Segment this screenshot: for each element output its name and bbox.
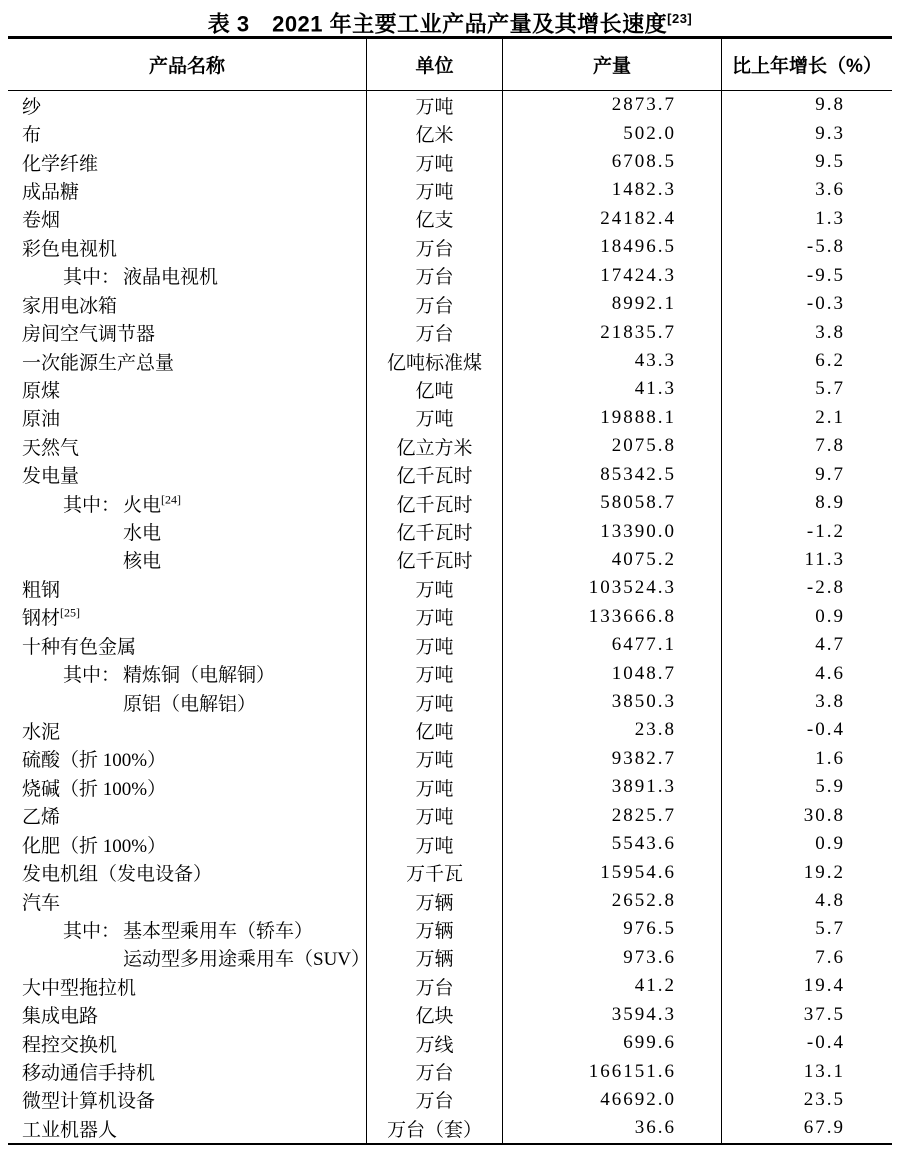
growth-cell: 0.9 bbox=[815, 833, 845, 855]
unit-cell: 亿千瓦时 bbox=[367, 460, 503, 488]
table-row bbox=[8, 517, 892, 545]
product-name-cell bbox=[8, 745, 367, 773]
output-cell: 5543.6 bbox=[503, 830, 722, 858]
unit-cell: 万台 bbox=[367, 1057, 503, 1085]
product-name: 发电机组（发电设备） bbox=[22, 864, 213, 886]
subcategory-prefix: 其中： bbox=[63, 494, 121, 516]
unit-cell: 万吨 bbox=[367, 773, 503, 801]
table-row bbox=[8, 915, 892, 943]
unit-cell: 万千瓦 bbox=[367, 858, 503, 886]
unit-cell: 万吨 bbox=[367, 603, 503, 631]
growth-cell: 1.3 bbox=[815, 207, 845, 229]
industrial-products-table bbox=[8, 36, 892, 1145]
output-cell: 43.3 bbox=[503, 347, 722, 375]
unit-cell: 万吨 bbox=[367, 574, 503, 602]
unit-cell: 万吨 bbox=[367, 148, 503, 176]
output-cell: 17424.3 bbox=[503, 262, 722, 290]
growth-cell: -0.4 bbox=[806, 1032, 845, 1054]
product-name-cell bbox=[8, 318, 367, 346]
product-name: 原煤 bbox=[22, 380, 61, 402]
table-row bbox=[8, 262, 892, 290]
product-name: 纱 bbox=[22, 96, 42, 118]
table-row bbox=[8, 944, 892, 972]
output-cell: 24182.4 bbox=[503, 205, 722, 233]
output-cell: 502.0 bbox=[503, 119, 722, 147]
product-name-cell bbox=[8, 773, 367, 801]
product-name-cell bbox=[8, 915, 367, 943]
product-name-cell bbox=[8, 631, 367, 659]
growth-cell: 8.9 bbox=[815, 492, 845, 514]
unit-cell: 亿立方米 bbox=[367, 432, 503, 460]
product-name-cell bbox=[8, 432, 367, 460]
unit-cell: 亿千瓦时 bbox=[367, 489, 503, 517]
growth-cell: 9.5 bbox=[815, 151, 845, 173]
growth-cell: 23.5 bbox=[803, 1088, 845, 1110]
subcategory-prefix: 其中： bbox=[63, 267, 121, 289]
header-unit: 单位 bbox=[367, 39, 503, 90]
product-name-cell bbox=[8, 375, 367, 403]
growth-cell: 37.5 bbox=[803, 1003, 845, 1025]
product-name: 钢材 bbox=[22, 608, 61, 630]
product-name: 化肥（折 100%） bbox=[22, 835, 167, 857]
product-name: 十种有色金属 bbox=[22, 636, 137, 658]
table-row bbox=[8, 574, 892, 602]
product-name: 大中型拖拉机 bbox=[22, 977, 137, 999]
product-name-cell bbox=[8, 1057, 367, 1085]
unit-cell: 万辆 bbox=[367, 944, 503, 972]
table-row bbox=[8, 972, 892, 1000]
output-cell: 973.6 bbox=[503, 944, 722, 972]
product-name: 家用电冰箱 bbox=[22, 295, 118, 317]
footnote-ref: [24] bbox=[161, 492, 182, 507]
header-product-name: 产品名称 bbox=[8, 39, 367, 90]
header-growth: 比上年增长（%） bbox=[732, 56, 882, 77]
growth-cell: 9.7 bbox=[815, 463, 845, 485]
growth-cell: 6.2 bbox=[815, 350, 845, 371]
table-row bbox=[8, 1001, 892, 1029]
unit-cell: 亿米 bbox=[367, 119, 503, 147]
table-row bbox=[8, 119, 892, 147]
output-cell: 46692.0 bbox=[503, 1086, 722, 1114]
growth-cell: 19.4 bbox=[803, 975, 845, 997]
growth-cell: 5.7 bbox=[815, 378, 845, 400]
unit-cell: 万吨 bbox=[367, 176, 503, 204]
product-name: 成品糖 bbox=[22, 181, 80, 203]
subcategory-prefix: 其中： bbox=[63, 665, 121, 687]
table-row bbox=[8, 375, 892, 403]
product-name-cell bbox=[8, 944, 371, 972]
output-cell: 2873.7 bbox=[503, 91, 722, 119]
table-row bbox=[8, 659, 892, 687]
unit-cell: 万吨 bbox=[367, 745, 503, 773]
product-name-cell bbox=[8, 1114, 367, 1142]
unit-cell: 万吨 bbox=[367, 830, 503, 858]
product-name: 核电 bbox=[123, 551, 162, 573]
output-cell: 133666.8 bbox=[503, 603, 722, 631]
unit-cell: 亿块 bbox=[367, 1001, 503, 1029]
table-row bbox=[8, 290, 892, 318]
unit-cell: 亿吨 bbox=[367, 716, 503, 744]
unit-cell: 万台 bbox=[367, 233, 503, 261]
output-cell: 6477.1 bbox=[503, 631, 722, 659]
table-row bbox=[8, 318, 892, 346]
growth-cell: 19.2 bbox=[803, 861, 845, 883]
unit-cell: 万台 bbox=[367, 262, 503, 290]
product-name: 烧碱（折 100%） bbox=[22, 778, 167, 800]
growth-cell: -1.2 bbox=[806, 520, 845, 542]
table-title bbox=[0, 5, 900, 38]
product-name: 火电 bbox=[123, 494, 162, 516]
unit-cell: 万台 bbox=[367, 318, 503, 346]
output-cell: 9382.7 bbox=[503, 745, 722, 773]
product-name: 水电 bbox=[123, 523, 162, 545]
growth-cell: 67.9 bbox=[803, 1117, 845, 1139]
growth-cell: 9.3 bbox=[815, 122, 845, 144]
unit-cell: 亿千瓦时 bbox=[367, 517, 503, 545]
table-row bbox=[8, 603, 892, 631]
unit-cell: 亿吨 bbox=[367, 375, 503, 403]
output-cell: 166151.6 bbox=[503, 1057, 722, 1085]
growth-cell: 3.6 bbox=[815, 179, 845, 201]
product-name: 精炼铜（电解铜） bbox=[123, 665, 276, 687]
table-row bbox=[8, 489, 892, 517]
growth-cell: 0.9 bbox=[815, 605, 845, 627]
product-name: 化学纤维 bbox=[22, 153, 99, 175]
growth-cell: 30.8 bbox=[803, 804, 845, 826]
product-name-cell bbox=[8, 517, 367, 545]
output-cell: 23.8 bbox=[503, 716, 722, 744]
table-row bbox=[8, 176, 892, 204]
unit-cell: 万吨 bbox=[367, 91, 503, 119]
output-cell: 3891.3 bbox=[503, 773, 722, 801]
product-name-cell bbox=[8, 148, 367, 176]
table-row bbox=[8, 1086, 892, 1114]
output-cell: 976.5 bbox=[503, 915, 722, 943]
table-row bbox=[8, 1029, 892, 1057]
product-name-cell bbox=[8, 290, 367, 318]
unit-cell: 万吨 bbox=[367, 404, 503, 432]
product-name-cell bbox=[8, 176, 367, 204]
product-name-cell bbox=[8, 347, 367, 375]
growth-cell: 4.6 bbox=[815, 662, 845, 684]
unit-cell: 亿支 bbox=[367, 205, 503, 233]
growth-cell: 7.8 bbox=[815, 435, 845, 457]
product-name: 基本型乘用车（轿车） bbox=[123, 920, 314, 942]
table-row bbox=[8, 91, 892, 119]
output-cell: 41.3 bbox=[503, 375, 722, 403]
table-row bbox=[8, 830, 892, 858]
footnote-ref: [25] bbox=[60, 605, 81, 620]
subcategory-prefix: 其中： bbox=[63, 920, 121, 942]
growth-cell: -0.3 bbox=[806, 293, 845, 315]
unit-cell: 万吨 bbox=[367, 659, 503, 687]
product-name-cell bbox=[8, 262, 367, 290]
unit-cell: 万吨 bbox=[367, 631, 503, 659]
product-name-cell bbox=[8, 574, 367, 602]
table-row bbox=[8, 205, 892, 233]
unit-cell: 万台 bbox=[367, 972, 503, 1000]
output-cell: 8992.1 bbox=[503, 290, 722, 318]
unit-cell: 万辆 bbox=[367, 915, 503, 943]
product-name-cell bbox=[8, 716, 367, 744]
growth-cell: 5.7 bbox=[815, 918, 845, 940]
growth-cell: -5.8 bbox=[806, 236, 845, 258]
table-row bbox=[8, 773, 892, 801]
growth-cell: 11.3 bbox=[804, 548, 845, 570]
unit-cell: 万辆 bbox=[367, 887, 503, 915]
product-name: 硫酸（折 100%） bbox=[22, 750, 167, 772]
product-name: 汽车 bbox=[22, 892, 61, 914]
output-cell: 2825.7 bbox=[503, 802, 722, 830]
unit-cell: 万台 bbox=[367, 290, 503, 318]
product-name: 彩色电视机 bbox=[22, 238, 118, 260]
output-cell: 3594.3 bbox=[503, 1001, 722, 1029]
output-cell: 41.2 bbox=[503, 972, 722, 1000]
product-name-cell bbox=[8, 858, 367, 886]
growth-cell: 5.9 bbox=[815, 776, 845, 798]
product-name: 原铝（电解铝） bbox=[123, 693, 257, 715]
product-name: 天然气 bbox=[22, 437, 80, 459]
product-name: 水泥 bbox=[22, 721, 61, 743]
unit-cell: 亿吨标准煤 bbox=[367, 347, 503, 375]
unit-cell: 万吨 bbox=[367, 802, 503, 830]
product-name: 原油 bbox=[22, 409, 61, 431]
table-row bbox=[8, 802, 892, 830]
unit-cell: 万线 bbox=[367, 1029, 503, 1057]
product-name-cell bbox=[8, 659, 367, 687]
product-name: 工业机器人 bbox=[22, 1119, 118, 1141]
output-cell: 19888.1 bbox=[503, 404, 722, 432]
product-name-cell bbox=[8, 91, 367, 119]
output-cell: 3850.3 bbox=[503, 688, 722, 716]
product-name-cell bbox=[8, 546, 367, 574]
product-name-cell bbox=[8, 972, 367, 1000]
table-row bbox=[8, 432, 892, 460]
unit-cell: 亿千瓦时 bbox=[367, 546, 503, 574]
table-row bbox=[8, 233, 892, 261]
product-name: 液晶电视机 bbox=[123, 267, 219, 289]
growth-cell: 2.1 bbox=[815, 406, 845, 428]
table-row bbox=[8, 631, 892, 659]
product-name-cell bbox=[8, 404, 367, 432]
product-name-cell bbox=[8, 688, 367, 716]
product-name-cell bbox=[8, 1086, 367, 1114]
growth-cell: 1.6 bbox=[815, 747, 845, 769]
output-cell: 58058.7 bbox=[503, 489, 722, 517]
table-row bbox=[8, 858, 892, 886]
product-name: 微型计算机设备 bbox=[22, 1091, 156, 1113]
table-row bbox=[8, 1114, 892, 1142]
growth-cell: 13.1 bbox=[803, 1060, 845, 1082]
product-name-cell bbox=[8, 1001, 367, 1029]
product-name: 布 bbox=[22, 125, 42, 147]
product-name: 程控交换机 bbox=[22, 1034, 118, 1056]
growth-cell: 9.8 bbox=[815, 94, 845, 116]
product-name-cell bbox=[8, 603, 367, 631]
table-title-footnote-ref: [23] bbox=[667, 11, 693, 26]
table-row bbox=[8, 887, 892, 915]
product-name: 一次能源生产总量 bbox=[22, 352, 175, 374]
unit-cell: 万台（套） bbox=[367, 1114, 503, 1142]
product-name-cell bbox=[8, 205, 367, 233]
growth-cell: 3.8 bbox=[815, 691, 845, 713]
growth-cell: -2.8 bbox=[806, 577, 845, 599]
table-row bbox=[8, 460, 892, 488]
growth-cell: 4.7 bbox=[815, 634, 845, 656]
table-title-text: 表 3 2021 年主要工业产品产量及其增长速度 bbox=[207, 11, 668, 37]
header-output: 产量 bbox=[503, 39, 722, 90]
table-row bbox=[8, 745, 892, 773]
product-name: 发电量 bbox=[22, 466, 80, 488]
product-name-cell bbox=[8, 119, 367, 147]
product-name: 运动型多用途乘用车（SUV） bbox=[123, 949, 371, 971]
output-cell: 6708.5 bbox=[503, 148, 722, 176]
table-row bbox=[8, 716, 892, 744]
unit-cell: 万台 bbox=[367, 1086, 503, 1114]
output-cell: 85342.5 bbox=[503, 460, 722, 488]
output-cell: 699.6 bbox=[503, 1029, 722, 1057]
growth-cell: -9.5 bbox=[806, 264, 845, 286]
table-body bbox=[8, 91, 892, 1143]
product-name-cell bbox=[8, 489, 367, 517]
product-name-cell bbox=[8, 830, 367, 858]
table-row bbox=[8, 688, 892, 716]
unit-cell: 万吨 bbox=[367, 688, 503, 716]
output-cell: 103524.3 bbox=[503, 574, 722, 602]
product-name-cell bbox=[8, 233, 367, 261]
product-name: 粗钢 bbox=[22, 579, 61, 601]
output-cell: 4075.2 bbox=[503, 546, 722, 574]
table-row bbox=[8, 347, 892, 375]
product-name: 房间空气调节器 bbox=[22, 324, 156, 346]
table-row bbox=[8, 546, 892, 574]
product-name: 卷烟 bbox=[22, 210, 61, 232]
product-name: 乙烯 bbox=[22, 807, 61, 829]
table-header-row bbox=[8, 39, 892, 91]
table-row bbox=[8, 148, 892, 176]
table-row bbox=[8, 1057, 892, 1085]
product-name-cell bbox=[8, 802, 367, 830]
table-row bbox=[8, 404, 892, 432]
output-cell: 1482.3 bbox=[503, 176, 722, 204]
output-cell: 13390.0 bbox=[503, 517, 722, 545]
output-cell: 1048.7 bbox=[503, 659, 722, 687]
growth-cell: 4.8 bbox=[815, 890, 845, 912]
product-name-cell bbox=[8, 460, 367, 488]
growth-cell: -0.4 bbox=[806, 719, 845, 741]
product-name-cell bbox=[8, 1029, 367, 1057]
product-name: 移动通信手持机 bbox=[22, 1063, 156, 1085]
product-name: 集成电路 bbox=[22, 1006, 99, 1028]
output-cell: 15954.6 bbox=[503, 858, 722, 886]
product-name-cell bbox=[8, 887, 367, 915]
output-cell: 21835.7 bbox=[503, 318, 722, 346]
output-cell: 36.6 bbox=[503, 1114, 722, 1142]
growth-cell: 3.8 bbox=[815, 321, 845, 343]
output-cell: 2075.8 bbox=[503, 432, 722, 460]
growth-cell: 7.6 bbox=[815, 946, 845, 968]
output-cell: 2652.8 bbox=[503, 887, 722, 915]
output-cell: 18496.5 bbox=[503, 233, 722, 261]
